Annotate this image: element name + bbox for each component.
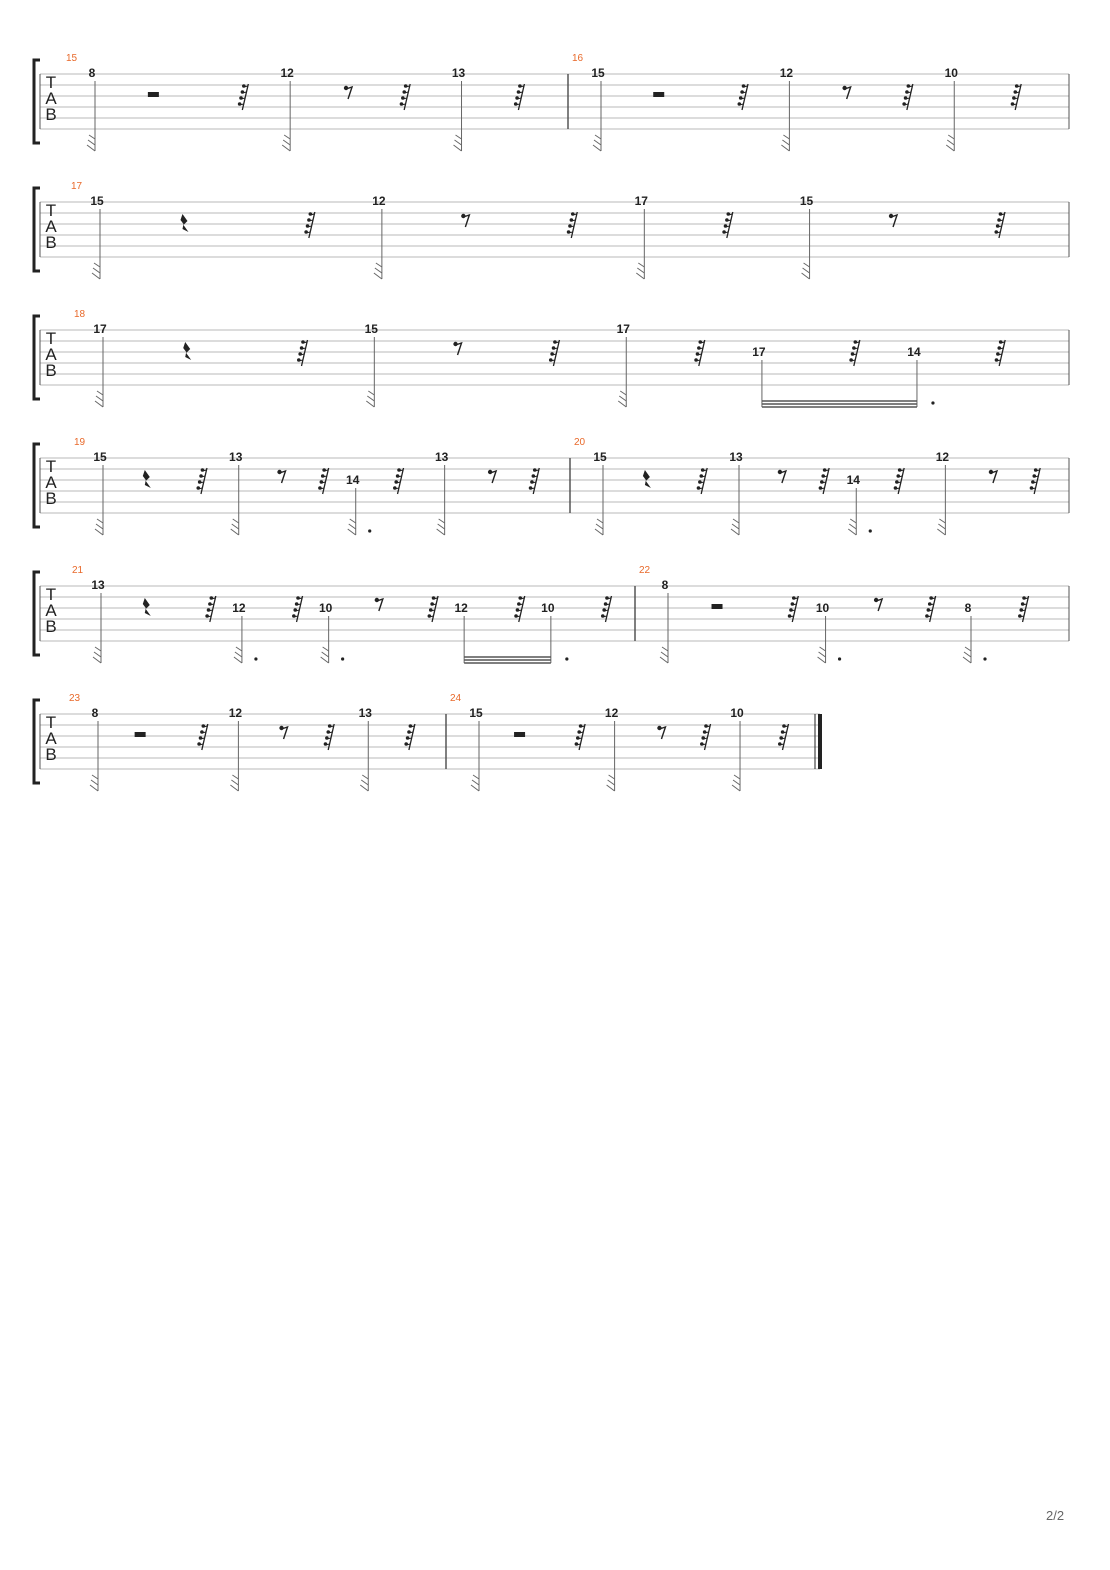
measure [71, 181, 1005, 279]
rest-64th [393, 468, 403, 494]
measure [69, 693, 415, 791]
rest-64th [304, 212, 314, 238]
measure [446, 693, 788, 791]
note-flag [732, 775, 740, 791]
fret-number: 12 [280, 66, 294, 80]
note-flag [234, 647, 242, 663]
rest-64th [1030, 468, 1041, 494]
note-flag [802, 263, 810, 279]
measure-number: 23 [69, 693, 81, 704]
rest-eighth [461, 214, 469, 227]
rest-half [135, 732, 146, 737]
rest-quarter [183, 342, 191, 360]
rest-eighth [778, 470, 786, 483]
fret-number: 10 [541, 601, 555, 615]
fret-number: 17 [752, 345, 766, 359]
note-flag [937, 519, 945, 535]
duration-dot [565, 657, 568, 660]
fret-number: 13 [91, 578, 105, 592]
tab-system [34, 693, 822, 791]
measure [74, 437, 539, 535]
rest-quarter [643, 470, 651, 488]
rest-64th [788, 596, 799, 622]
note-flag [454, 135, 462, 151]
tab-clef-letter: T [45, 457, 57, 476]
duration-dot [838, 657, 841, 660]
rest-64th [925, 596, 936, 622]
rest-eighth [488, 470, 496, 483]
tab-system [34, 437, 1069, 535]
fret-number: 8 [91, 706, 99, 720]
note-flag [87, 135, 95, 151]
fret-number: 14 [846, 473, 860, 487]
fret-number: 10 [730, 706, 744, 720]
measure [570, 437, 1040, 535]
duration-dot [869, 529, 872, 532]
fret-number: 12 [372, 194, 386, 208]
rest-64th [738, 84, 749, 110]
fret-number: 15 [591, 66, 605, 80]
rest-64th [529, 468, 540, 494]
note-flag [636, 263, 644, 279]
rest-64th [197, 724, 208, 750]
measure [66, 53, 524, 151]
system-bracket [34, 700, 40, 783]
rest-eighth [375, 598, 383, 611]
note-flag [660, 647, 668, 663]
rest-64th [1018, 596, 1029, 622]
rest-eighth [989, 470, 997, 483]
rest-64th [205, 596, 216, 622]
note-flag [92, 263, 100, 279]
fret-number: 12 [604, 706, 619, 720]
rest-64th [428, 596, 439, 622]
note-flag [848, 519, 856, 535]
note-flag [230, 775, 238, 791]
note-flag [595, 519, 603, 535]
fret-number: 15 [593, 450, 607, 464]
rest-half [148, 92, 159, 97]
note-flag [437, 519, 445, 535]
tab-clef-letter: T [45, 201, 57, 220]
fret-number: 17 [93, 322, 107, 336]
rest-64th [601, 596, 611, 622]
fret-number: 13 [434, 450, 449, 464]
duration-dot [983, 657, 986, 660]
rest-eighth [889, 214, 897, 227]
rest-eighth [277, 470, 285, 483]
final-barline-thick [818, 714, 822, 769]
measure [635, 565, 1029, 663]
note-flag [282, 135, 290, 151]
tab-clef-letter: B [45, 233, 57, 252]
note-flag [781, 135, 789, 151]
rest-64th [238, 84, 249, 110]
rest-64th [694, 340, 705, 366]
measure [74, 309, 1005, 407]
tab-system [34, 53, 1069, 151]
tab-system [34, 565, 1069, 663]
note-flag [618, 391, 626, 407]
fret-number: 13 [358, 706, 372, 720]
measure-number: 24 [450, 693, 462, 704]
fret-number: 13 [229, 450, 243, 464]
note-flag [731, 519, 739, 535]
tab-clef-letter: B [45, 361, 57, 380]
fret-number: 13 [451, 66, 466, 80]
fret-number: 12 [228, 706, 243, 720]
tab-clef-letter: B [45, 489, 57, 508]
note-flag [607, 775, 615, 791]
measure [568, 53, 1021, 151]
tab-clef-letter: A [45, 601, 57, 620]
fret-number: 10 [944, 66, 958, 80]
rest-half [712, 604, 723, 609]
rest-64th [318, 468, 329, 494]
rest-64th [324, 724, 335, 750]
rest-64th [894, 468, 904, 494]
system-bracket [34, 316, 40, 399]
measure-number: 15 [66, 53, 78, 64]
rest-eighth [344, 86, 352, 99]
tab-system [34, 309, 1069, 407]
fret-number: 12 [454, 601, 468, 615]
measure-number: 18 [74, 309, 86, 320]
tab-system [34, 181, 1069, 279]
note-flag [95, 391, 103, 407]
rest-64th [514, 84, 525, 110]
fret-number: 12 [232, 601, 246, 615]
note-flag [946, 135, 954, 151]
fret-number: 12 [779, 66, 794, 80]
measure [72, 565, 611, 663]
measure-number: 17 [71, 181, 83, 192]
rest-64th [697, 468, 708, 494]
note-flag [818, 647, 826, 663]
system-bracket [34, 60, 40, 143]
tab-clef-letter: A [45, 89, 57, 108]
fret-number: 12 [935, 450, 950, 464]
rest-quarter [143, 598, 151, 616]
tab-clef-letter: T [45, 73, 57, 92]
tab-clef-letter: A [45, 345, 57, 364]
fret-number: 17 [616, 322, 630, 336]
rest-half [653, 92, 664, 97]
fret-number: 15 [93, 450, 107, 464]
tab-clef-letter: B [45, 745, 57, 764]
tab-clef-letter: A [45, 729, 57, 748]
note-flag [348, 519, 356, 535]
rest-eighth [874, 598, 882, 611]
rest-64th [292, 596, 303, 622]
measure-number: 20 [574, 437, 586, 448]
fret-number: 15 [469, 706, 483, 720]
rest-quarter [143, 470, 151, 488]
note-flag [471, 775, 479, 791]
rest-64th [400, 84, 411, 110]
note-flag [90, 775, 98, 791]
rest-64th [778, 724, 789, 750]
rest-64th [1011, 84, 1022, 110]
note-flag [963, 647, 971, 663]
measure-number: 19 [74, 437, 86, 448]
fret-number: 13 [729, 450, 743, 464]
measure-number: 21 [72, 565, 84, 576]
fret-number: 14 [346, 473, 360, 487]
rest-eighth [453, 342, 461, 355]
duration-dot [254, 657, 257, 660]
rest-64th [549, 340, 560, 366]
fret-number: 17 [634, 194, 648, 208]
fret-number: 15 [364, 322, 378, 336]
measure-number: 22 [639, 565, 651, 576]
duration-dot [931, 401, 934, 404]
system-bracket [34, 444, 40, 527]
rest-64th [994, 212, 1005, 238]
system-bracket [34, 188, 40, 271]
note-flag [366, 391, 374, 407]
note-flag [231, 519, 239, 535]
note-flag [374, 263, 382, 279]
rest-64th [514, 596, 525, 622]
note-flag [360, 775, 368, 791]
note-flag [95, 519, 103, 535]
fret-number: 14 [907, 345, 921, 359]
tab-clef-letter: B [45, 105, 57, 124]
note-flag [321, 647, 329, 663]
rest-eighth [842, 86, 850, 99]
duration-dot [368, 529, 371, 532]
fret-number: 15 [799, 194, 814, 208]
tab-clef-letter: T [45, 329, 57, 348]
tab-clef-letter: T [45, 585, 57, 604]
rest-quarter [180, 214, 188, 232]
rest-64th [819, 468, 830, 494]
rest-64th [902, 84, 913, 110]
rest-64th [849, 340, 860, 366]
fret-number: 8 [661, 578, 669, 592]
rest-half [514, 732, 525, 737]
rest-64th [700, 724, 711, 750]
note-flag [93, 647, 101, 663]
tab-clef-letter: A [45, 217, 57, 236]
rest-eighth [657, 726, 665, 739]
rest-64th [995, 340, 1006, 366]
fret-number: 8 [964, 601, 972, 615]
measure-number: 16 [572, 53, 584, 64]
tab-clef-letter: T [45, 713, 57, 732]
fret-number: 10 [318, 601, 333, 615]
fret-number: 15 [90, 194, 104, 208]
duration-dot [341, 657, 344, 660]
rest-eighth [279, 726, 287, 739]
tab-clef-letter: A [45, 473, 57, 492]
rest-64th [297, 340, 307, 366]
page-number: 2/2 [1046, 1508, 1065, 1523]
rest-64th [196, 468, 207, 494]
rest-64th [575, 724, 586, 750]
fret-number: 10 [815, 601, 830, 615]
rest-64th [404, 724, 414, 750]
rest-64th [567, 212, 578, 238]
note-flag [593, 135, 601, 151]
tab-clef-letter: B [45, 617, 57, 636]
fret-number: 8 [88, 66, 96, 80]
rest-64th [722, 212, 733, 238]
system-bracket [34, 572, 40, 655]
